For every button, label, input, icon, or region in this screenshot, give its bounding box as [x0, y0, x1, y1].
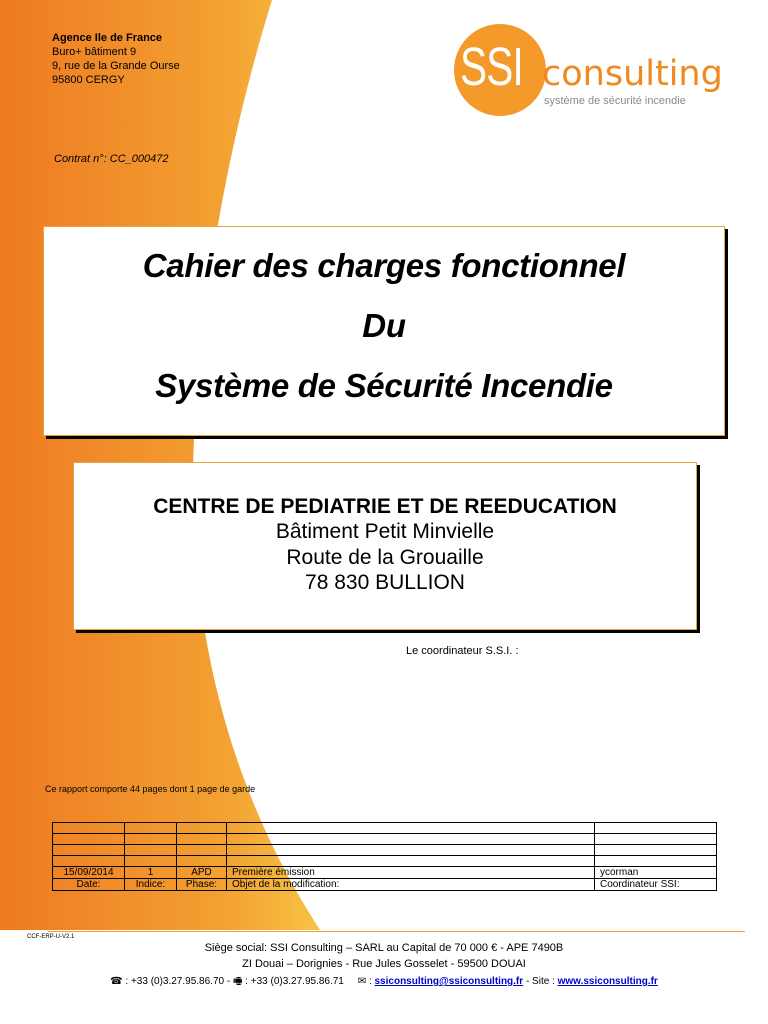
revision-cell — [595, 845, 717, 856]
title-line-3: Système de Sécurité Incendie — [155, 367, 613, 404]
logo-tagline: système de sécurité incendie — [544, 95, 686, 107]
revision-cell: 15/09/2014 — [53, 867, 125, 879]
phone-number: ☎ : +33 (0)3.27.95.86.70 - — [110, 976, 233, 987]
revision-cell — [53, 845, 125, 856]
title-line-2: Du — [362, 307, 406, 344]
revision-header-row — [53, 879, 717, 891]
revision-cell — [53, 856, 125, 867]
revision-cell — [177, 856, 227, 867]
ssi-consulting-logo — [452, 22, 742, 122]
revision-row — [53, 867, 717, 879]
site-address-box — [73, 462, 697, 630]
revision-cell — [227, 845, 595, 856]
site-name: CENTRE DE PEDIATRIE ET DE REEDUCATION — [153, 495, 617, 518]
logo-consulting-text: consulting — [542, 54, 723, 94]
website-link[interactable]: www.ssiconsulting.fr — [557, 976, 658, 987]
revision-cell — [53, 834, 125, 845]
site-building: Bâtiment Petit Minvielle — [275, 520, 495, 543]
revision-cell — [125, 845, 177, 856]
email-prefix: ✉ : — [357, 976, 375, 987]
revision-cell — [125, 823, 177, 834]
revision-cell: 1 — [125, 867, 177, 879]
revision-cell — [177, 834, 227, 845]
revision-row — [53, 823, 717, 834]
fax-number: 🖷 : +33 (0)3.27.95.86.71 — [232, 976, 344, 987]
title-line-1: Cahier des charges fonctionnel — [142, 247, 626, 284]
logo-ssi-text: SSI — [460, 37, 524, 97]
agency-line: Buro+ bâtiment 9 — [52, 46, 137, 58]
site-prefix: - Site : — [523, 976, 558, 987]
revision-cell — [595, 834, 717, 845]
document-title-box — [43, 226, 725, 436]
revision-row — [53, 834, 717, 845]
revision-cell — [125, 834, 177, 845]
revision-cell: Première émission — [227, 867, 595, 879]
pages-note: Ce rapport comporte 44 pages dont 1 page de garde — [45, 784, 256, 794]
agency-line: 9, rue de la Grande Ourse — [52, 60, 180, 72]
footer-line-2: ZI Douai – Dorignies - Rue Jules Gosselet - 59500 DOUAI — [242, 958, 526, 970]
revision-header-cell: Phase: — [177, 879, 227, 891]
revision-cell — [227, 834, 595, 845]
revision-row — [53, 856, 717, 867]
coordinator-label: Le coordinateur S.S.I. : — [406, 645, 519, 657]
revision-header-cell: Coordinateur SSI: — [595, 879, 717, 891]
revision-cell — [595, 823, 717, 834]
footer-contact — [0, 974, 768, 991]
site-city: 78 830 BULLION — [305, 571, 465, 594]
contract-number: Contrat n°: CC_000472 — [54, 153, 169, 165]
revision-cell — [595, 856, 717, 867]
revision-cell: ycorman — [595, 867, 717, 879]
agency-address — [52, 31, 180, 87]
site-road: Route de la Grouaille — [286, 546, 484, 569]
revision-cell — [177, 823, 227, 834]
footer-line-1: Siège social: SSI Consulting – SARL au Capital de 70 000 € - APE 7490B — [204, 942, 564, 954]
revision-cell: APD — [177, 867, 227, 879]
revision-cell — [53, 823, 125, 834]
email-link[interactable]: ssiconsulting@ssiconsulting.fr — [374, 976, 524, 987]
document-reference: CCF-ERP-U-V2.1 — [27, 934, 75, 940]
revision-header-cell: Date: — [53, 879, 125, 891]
revision-cell — [227, 856, 595, 867]
revision-table — [52, 822, 717, 891]
revision-row — [53, 845, 717, 856]
revision-cell — [177, 845, 227, 856]
revision-header-cell: Indice: — [125, 879, 177, 891]
footer-divider — [48, 931, 745, 932]
revision-cell — [125, 856, 177, 867]
revision-cell — [227, 823, 595, 834]
agency-name: Agence Ile de France — [52, 32, 163, 44]
revision-header-cell: Objet de la modification: — [227, 879, 595, 891]
agency-line: 95800 CERGY — [52, 74, 125, 86]
